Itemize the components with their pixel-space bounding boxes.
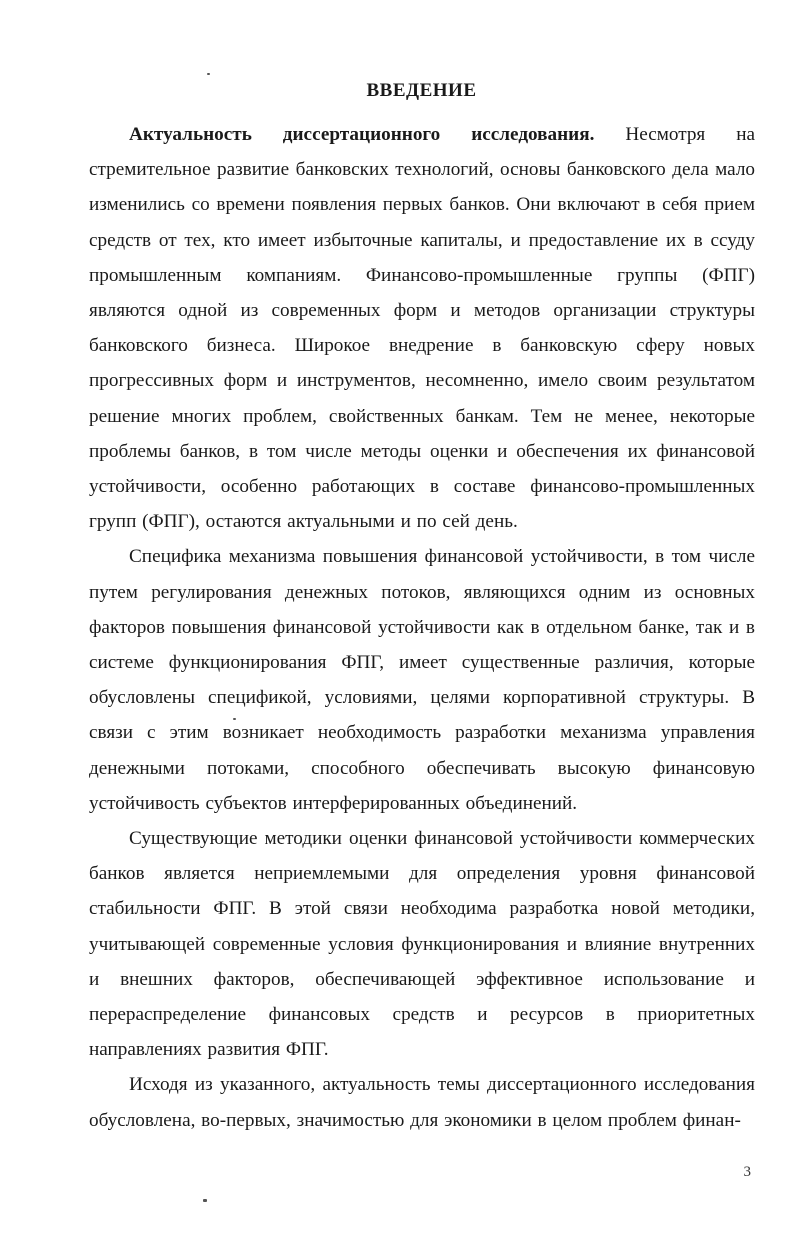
page-heading: ВВЕДЕНИЕ	[366, 80, 477, 101]
scan-speck-top	[207, 73, 210, 75]
page-number: 3	[743, 1164, 751, 1180]
paragraph-text: Несмотря на стремительное развитие банковских технологий, основы банковского дела мало изменились со времени появления первых банков. Они включают в себя прием средств от тех, кто имеет избыточные капиталы, и предоставление их в ссуду промышленным компаниям. Финансово-промышленные группы (ФПГ) являются одной из современных форм и методов организации структуры банковского бизнеса. Широкое внедрение в банковскую сферу новых прогрессивных форм и инструментов, несомненно, имело своим результатом решение многих проблем, свойственных банкам. Тем не менее, некоторые проблемы банков, в том числе методы оценки и обеспечения их финансовой устойчивости, особенно работающих в составе финансово-промышленных групп (ФПГ), остаются актуальными и по сей день.	[89, 124, 755, 533]
paragraph-mechanism	[89, 539, 755, 821]
body-text	[89, 117, 755, 1138]
paragraph-text: Специфика механизма повышения финансовой устойчивости, в том числе путем регулирования денежных потоков, являющихся одним из основных факторов повышения финансовой устойчивости как в отдельном банке, так и в системе функционирования ФПГ, имеет существенные различия, которые обусловлены спецификой, условиями, целями корпоративной структуры. В связи с этим возникает необходимость разработки механизма управления денежными потоками, способного обеспечивать высокую финансовую устойчивость субъектов интерферированных объединений.	[89, 546, 755, 814]
scan-speck-bottom	[203, 1199, 207, 1202]
paragraph-conclusion	[89, 1067, 755, 1137]
paragraph-relevance	[89, 117, 755, 539]
paragraph-lead: Актуальность диссертационного исследования.	[129, 124, 595, 145]
paragraph-methods	[89, 821, 755, 1067]
paragraph-text: Существующие методики оценки финансовой устойчивости коммерческих банков является неприемлемыми для определения уровня финансовой стабильности ФПГ. В этой связи необходима разработка новой методики, учитывающей современные условия функционирования и влияние внутренних и внешних факторов, обеспечивающей эффективное использование и перераспределение финансовых средств и ресурсов в приоритетных направлениях развития ФПГ.	[89, 828, 755, 1061]
paragraph-text: Исходя из указанного, актуальность темы диссертационного исследования обусловлена, во-первых, значимостью для экономики в целом проблем финан-	[89, 1074, 755, 1131]
